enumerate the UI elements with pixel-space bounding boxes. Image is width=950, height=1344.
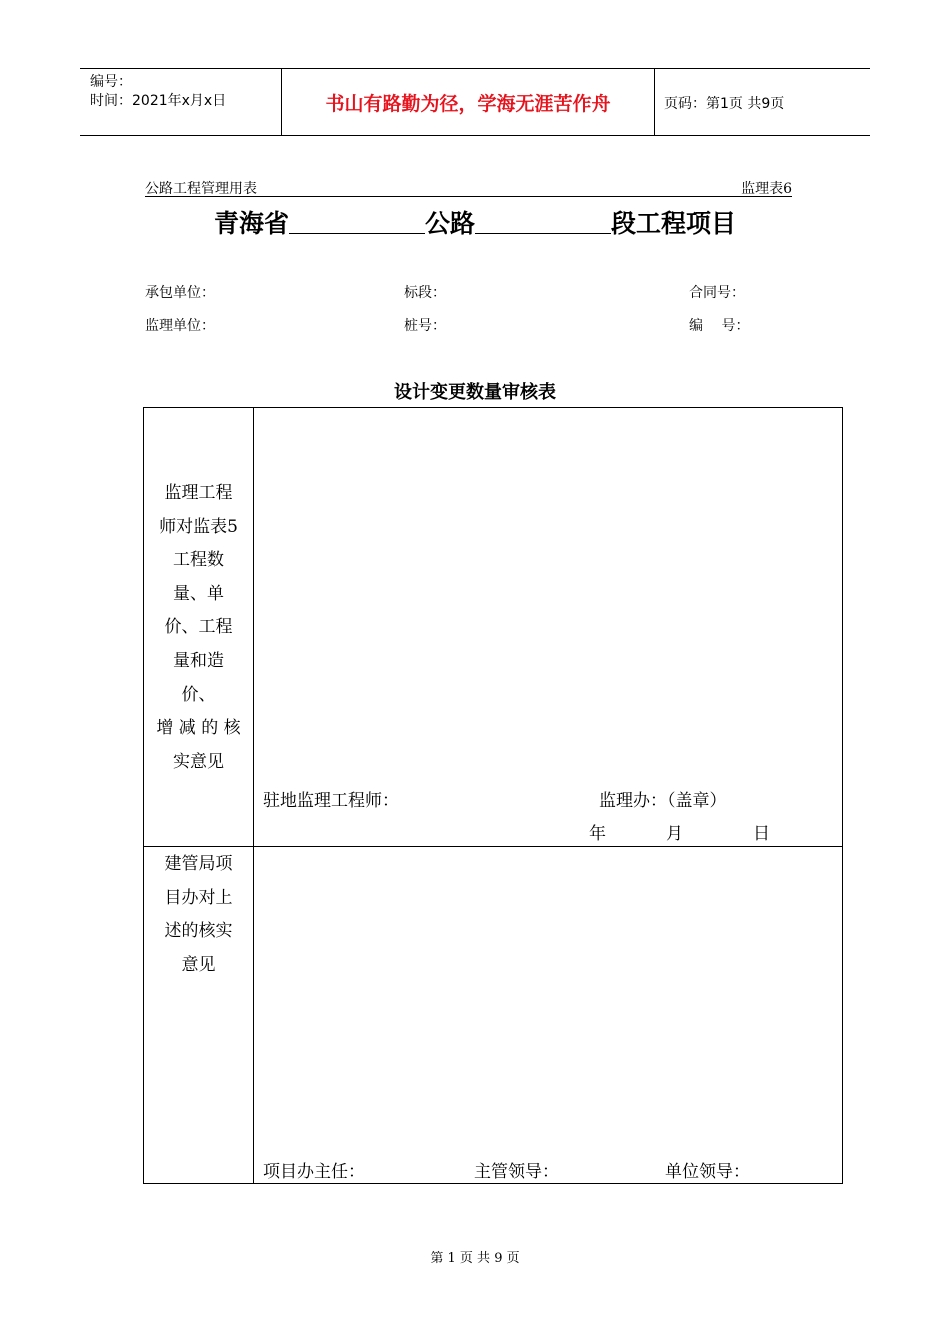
supervision-office-label: 监理办：（盖章） [599,791,727,811]
row2-label-line: 目办对上 [164,887,233,908]
form-category: 公路工程管理用表 [145,181,257,197]
subheader-rule [145,196,792,197]
row1-label-line: 实意见 [173,751,224,772]
date-year: 年 [589,824,606,844]
row2-label-line: 建管局项 [164,854,233,874]
document-header [80,68,870,136]
section-label: 标段： [404,285,446,301]
form-title: 设计变更数量审核表 [394,382,556,403]
station-label: 桩号： [404,318,446,334]
time-label: 时间：2021年x月x日 [90,93,227,109]
row-divider [144,846,842,847]
header-divider [654,69,655,135]
row1-label-line: 工程数 [173,550,224,571]
row2-label-line: 述的核实 [164,921,233,942]
title-blank-section[interactable] [475,207,611,234]
row2-label [144,848,253,982]
page-info: 页码：第1页 共9页 [664,96,785,112]
number-label: 编 号： [689,318,750,334]
resident-engineer-label: 驻地监理工程师： [263,791,399,811]
supervisor-label: 监理单位： [145,318,215,334]
row1-label-line: 量和造 [173,650,224,671]
form-code: 监理表6 [741,181,792,197]
date-month: 月 [666,824,683,844]
row1-label [144,477,253,779]
page-footer: 第 1 页 共 9 页 [430,1251,520,1266]
page-title [0,205,950,243]
serial-label: 编号： [90,74,132,90]
row1-label-line: 师对监表5 [159,516,238,537]
header-meta [90,73,226,111]
row1-label-line: 价、工程 [164,617,233,638]
review-table [143,407,843,1184]
title-blank-road[interactable] [289,207,425,234]
project-director-label: 项目办主任： [263,1162,365,1182]
contractor-label: 承包单位： [145,285,215,301]
row1-label-line: 价、 [181,684,216,705]
column-divider [253,408,254,1183]
title-province: 青海省 [213,209,289,238]
row1-label-line: 量、单 [173,583,224,604]
title-project: 段工程项目 [611,209,737,238]
row1-label-line: 监理工程 [164,483,233,503]
row1-label-line: 增 减 的 核 [156,718,241,739]
date-day: 日 [753,824,770,844]
contract-no-label: 合同号： [689,285,745,301]
row2-label-line: 意见 [181,954,216,975]
title-road: 公路 [424,209,475,238]
motto: 书山有路勤为径，学海无涯苦作舟 [325,93,611,115]
unit-leader-label: 单位领导： [665,1162,750,1182]
supervising-leader-label: 主管领导： [474,1162,559,1182]
